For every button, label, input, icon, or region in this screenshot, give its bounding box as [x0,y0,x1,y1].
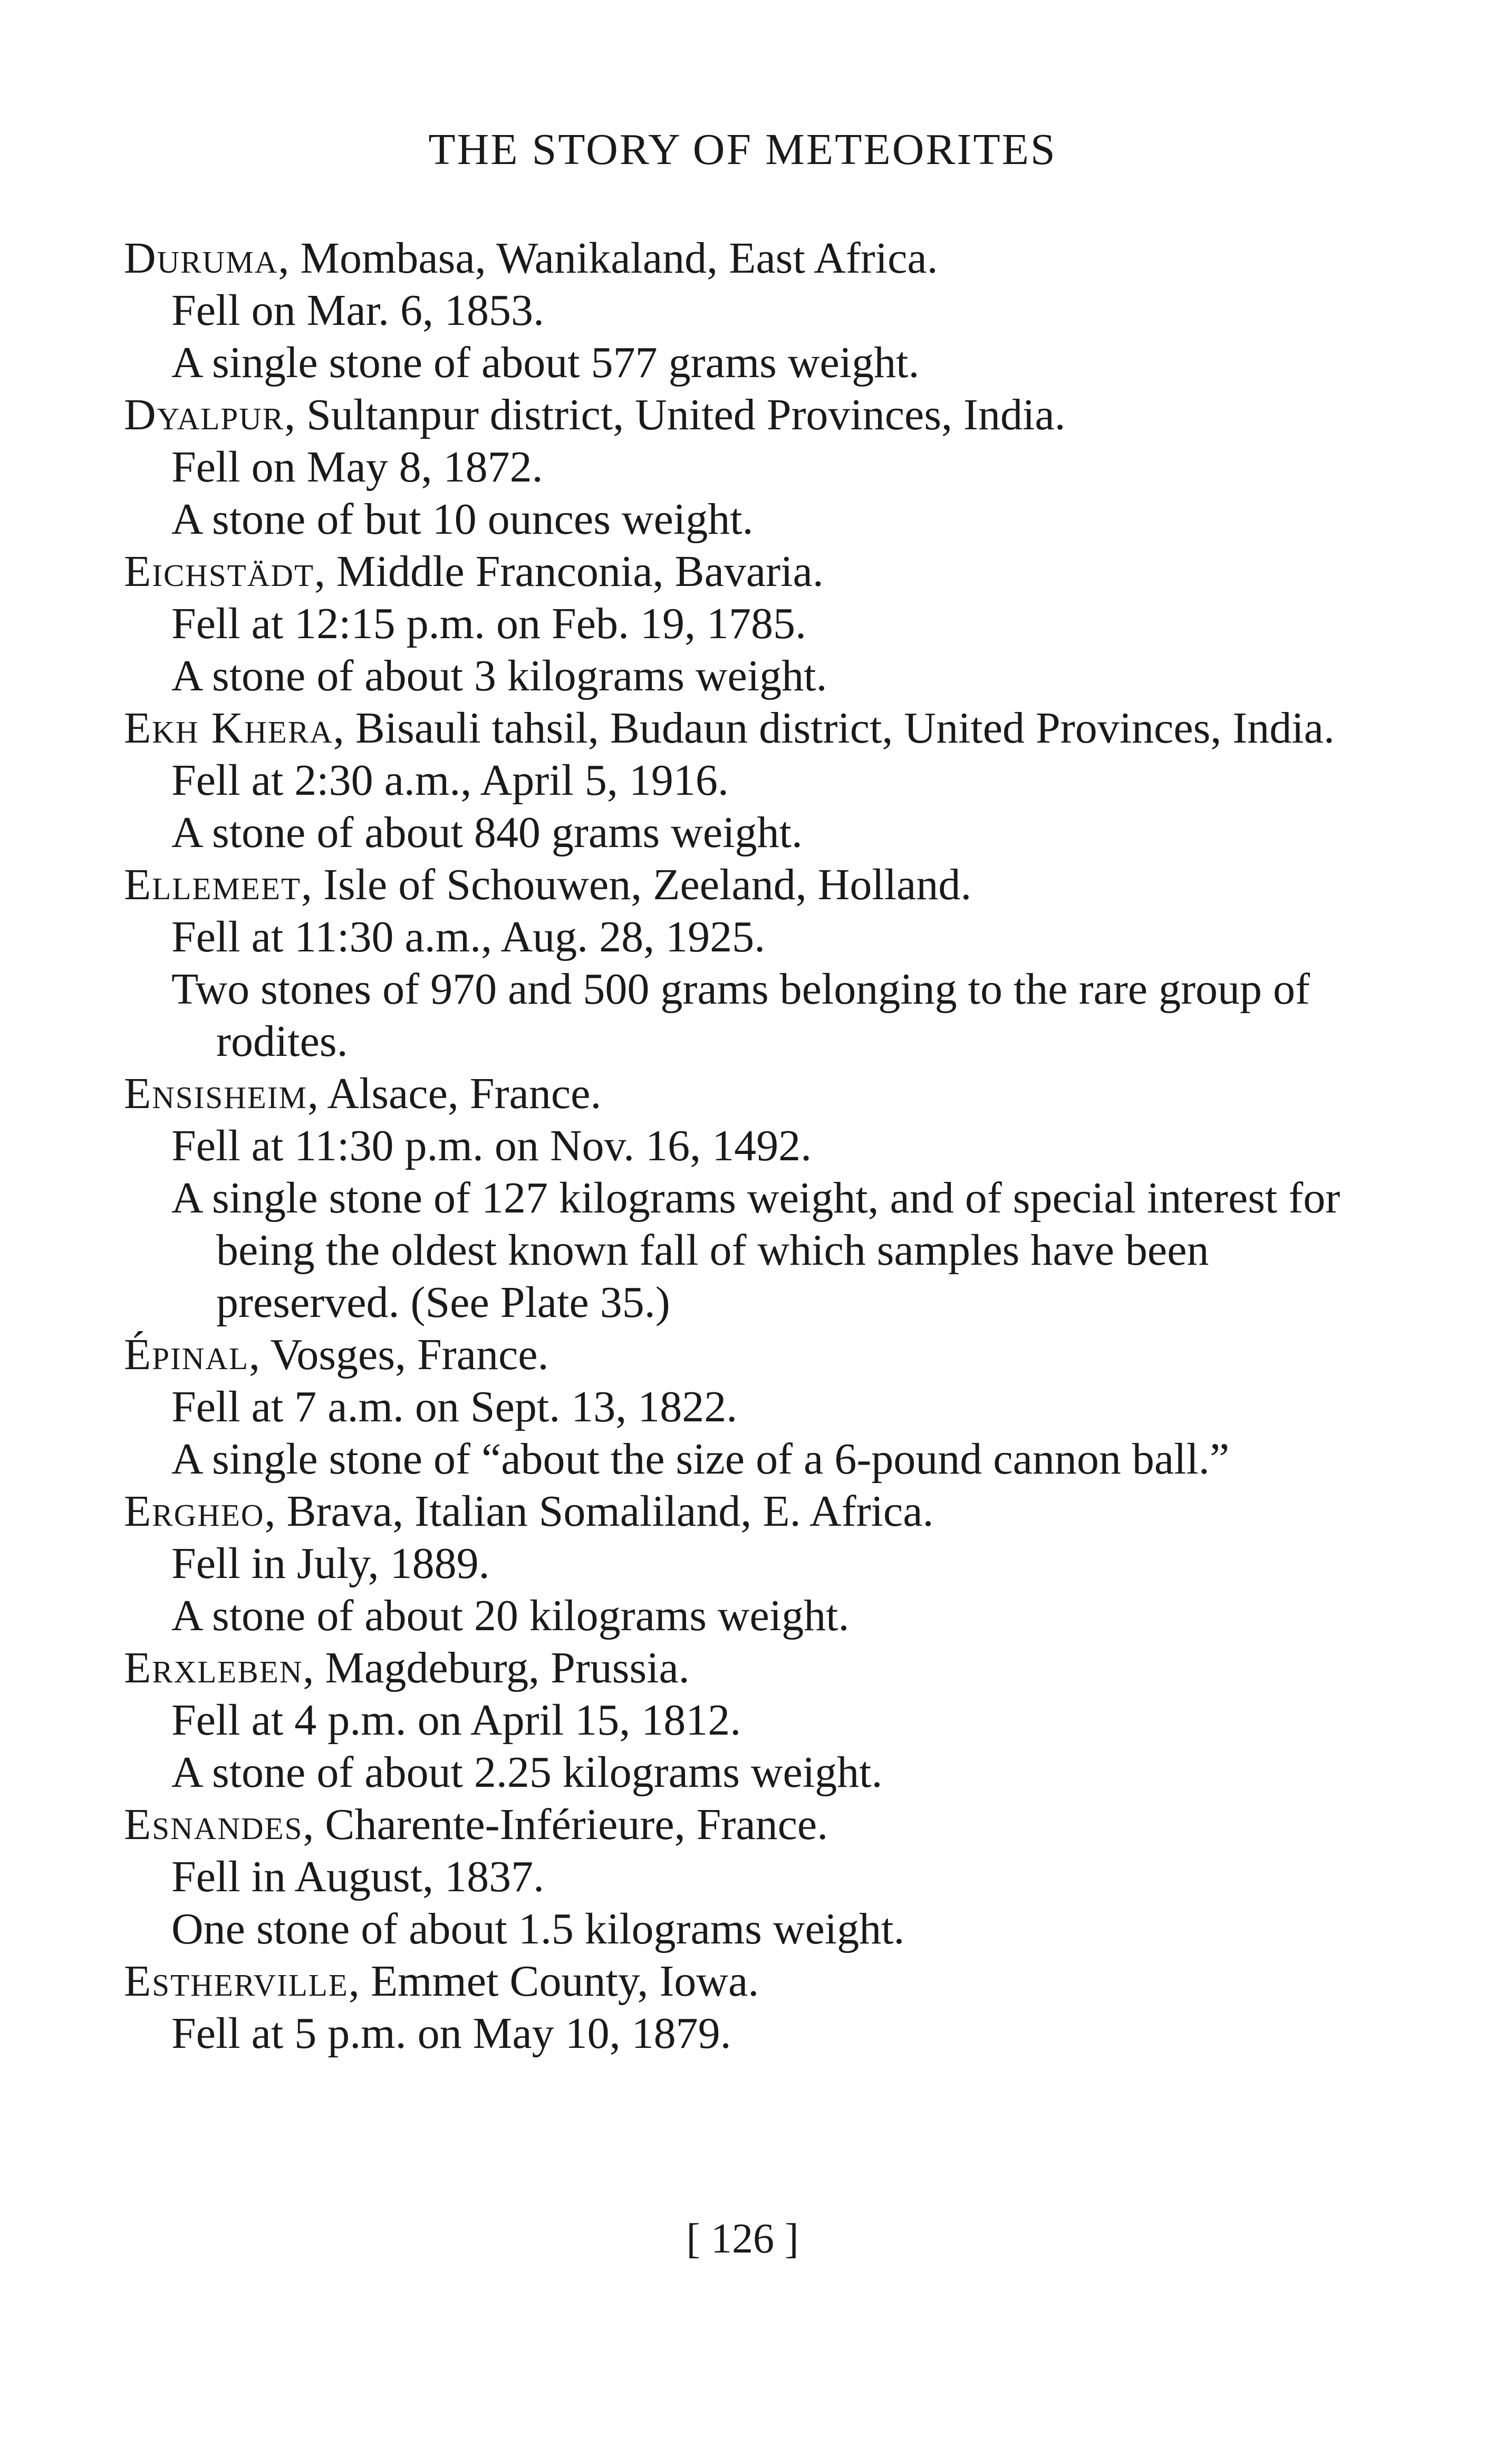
meteorite-name: Estherville [124,1957,349,2006]
meteorite-entry [124,702,1379,859]
entry-heading: Duruma, Mombasa, Wanikaland, East Africa. [124,234,938,283]
fall-date: Fell on Mar. 6, 1853. [171,286,544,335]
fall-description: A single stone of “about the size of a 6-pound cannon ball.” [171,1435,1230,1484]
entry-heading: Dyalpur, Sultanpur district, United Provinces, India. [124,390,1066,439]
fall-date: Fell at 2:30 a.m., April 5, 1916. [171,756,729,805]
fall-date: Fell at 11:30 p.m. on Nov. 16, 1492. [171,1121,812,1170]
entry-heading: Eichstädt, Middle Franconia, Bavaria. [124,547,824,596]
meteorite-entry [124,1798,1379,1955]
fall-description: A stone of about 3 kilograms weight. [171,651,827,700]
meteorite-location: Alsace, France. [327,1069,602,1118]
fall-description: Two stones of 970 and 500 grams belonging to the rare group of rodites. [171,965,1310,1066]
meteorite-entry [124,1485,1379,1642]
meteorite-entry [124,232,1379,389]
meteorite-name: Ensisheim [124,1069,307,1118]
fall-date: Fell at 4 p.m. on April 15, 1812. [171,1696,741,1745]
meteorite-name: Ellemeet [124,860,302,909]
meteorite-location: Mombasa, Wanikaland, East Africa. [300,234,938,283]
meteorite-entry [124,545,1379,702]
meteorite-name: Duruma [124,234,278,283]
entry-heading: Ekh Khera, Bisauli tahsil, Budaun district, United Provinces, India. [124,704,1335,753]
fall-date: Fell at 5 p.m. on May 10, 1879. [171,2009,731,2058]
meteorite-name: Eichstädt [124,547,315,596]
meteorite-entry [124,859,1379,1067]
meteorite-entry [124,1067,1379,1329]
meteorite-location: Magdeburg, Prussia. [325,1643,690,1692]
page-number: [ 126 ] [686,2216,799,2262]
meteorite-location: Sultanpur district, United Provinces, India. [306,390,1066,439]
meteorite-location: Emmet County, Iowa. [370,1957,759,2006]
fall-date: Fell on May 8, 1872. [171,442,543,492]
entry-heading: Esnandes, Charente-Inférieure, France. [124,1800,828,1849]
meteorite-location: Vosges, France. [270,1330,549,1379]
entry-heading: Erxleben, Magdeburg, Prussia. [124,1643,690,1692]
meteorite-entry [124,389,1379,545]
fall-date: Fell at 7 a.m. on Sept. 13, 1822. [171,1382,738,1431]
entry-heading: Ellemeet, Isle of Schouwen, Zeeland, Holland. [124,860,972,909]
meteorite-entry-list [124,232,1379,2059]
meteorite-location: Isle of Schouwen, Zeeland, Holland. [323,860,972,909]
meteorite-name: Dyalpur [124,390,285,439]
entry-heading: Ensisheim, Alsace, France. [124,1069,602,1118]
fall-description: A stone of about 840 grams weight. [171,808,803,857]
entry-heading: Épinal, Vosges, France. [124,1330,549,1379]
meteorite-location: Charente-Inférieure, France. [325,1800,828,1849]
fall-description: A stone of about 20 kilograms weight. [171,1591,850,1640]
meteorite-location: Middle Franconia, Bavaria. [336,547,824,596]
meteorite-entry [124,1642,1379,1798]
entry-heading: Estherville, Emmet County, Iowa. [124,1957,759,2006]
meteorite-location: Brava, Italian Somaliland, E. Africa. [286,1487,934,1536]
meteorite-location: Bisauli tahsil, Budaun district, United Provinces, India. [355,704,1335,753]
fall-description: One stone of about 1.5 kilograms weight. [171,1904,905,1953]
fall-date: Fell at 12:15 p.m. on Feb. 19, 1785. [171,599,806,648]
fall-date: Fell in July, 1889. [171,1539,490,1588]
fall-date: Fell at 11:30 a.m., Aug. 28, 1925. [171,912,766,961]
meteorite-name: Épinal [124,1330,249,1379]
meteorite-name: Esnandes [124,1800,303,1849]
meteorite-name: Ekh Khera [124,704,333,753]
entry-heading: Ergheo, Brava, Italian Somaliland, E. Africa. [124,1487,934,1536]
meteorite-name: Erxleben [124,1643,303,1692]
meteorite-entry [124,1955,1379,2059]
running-title: THE STORY OF METEORITES [428,125,1057,174]
fall-description: A single stone of about 577 grams weight. [171,338,920,387]
fall-description: A single stone of 127 kilograms weight, and of special interest for being the oldest known fall of which samples have been preserved. (See Plate 35.) [171,1173,1341,1327]
meteorite-entry [124,1329,1379,1485]
meteorite-name: Ergheo [124,1487,265,1536]
fall-description: A stone of but 10 ounces weight. [171,495,754,544]
fall-date: Fell in August, 1837. [171,1852,545,1901]
fall-description: A stone of about 2.25 kilograms weight. [171,1748,883,1797]
